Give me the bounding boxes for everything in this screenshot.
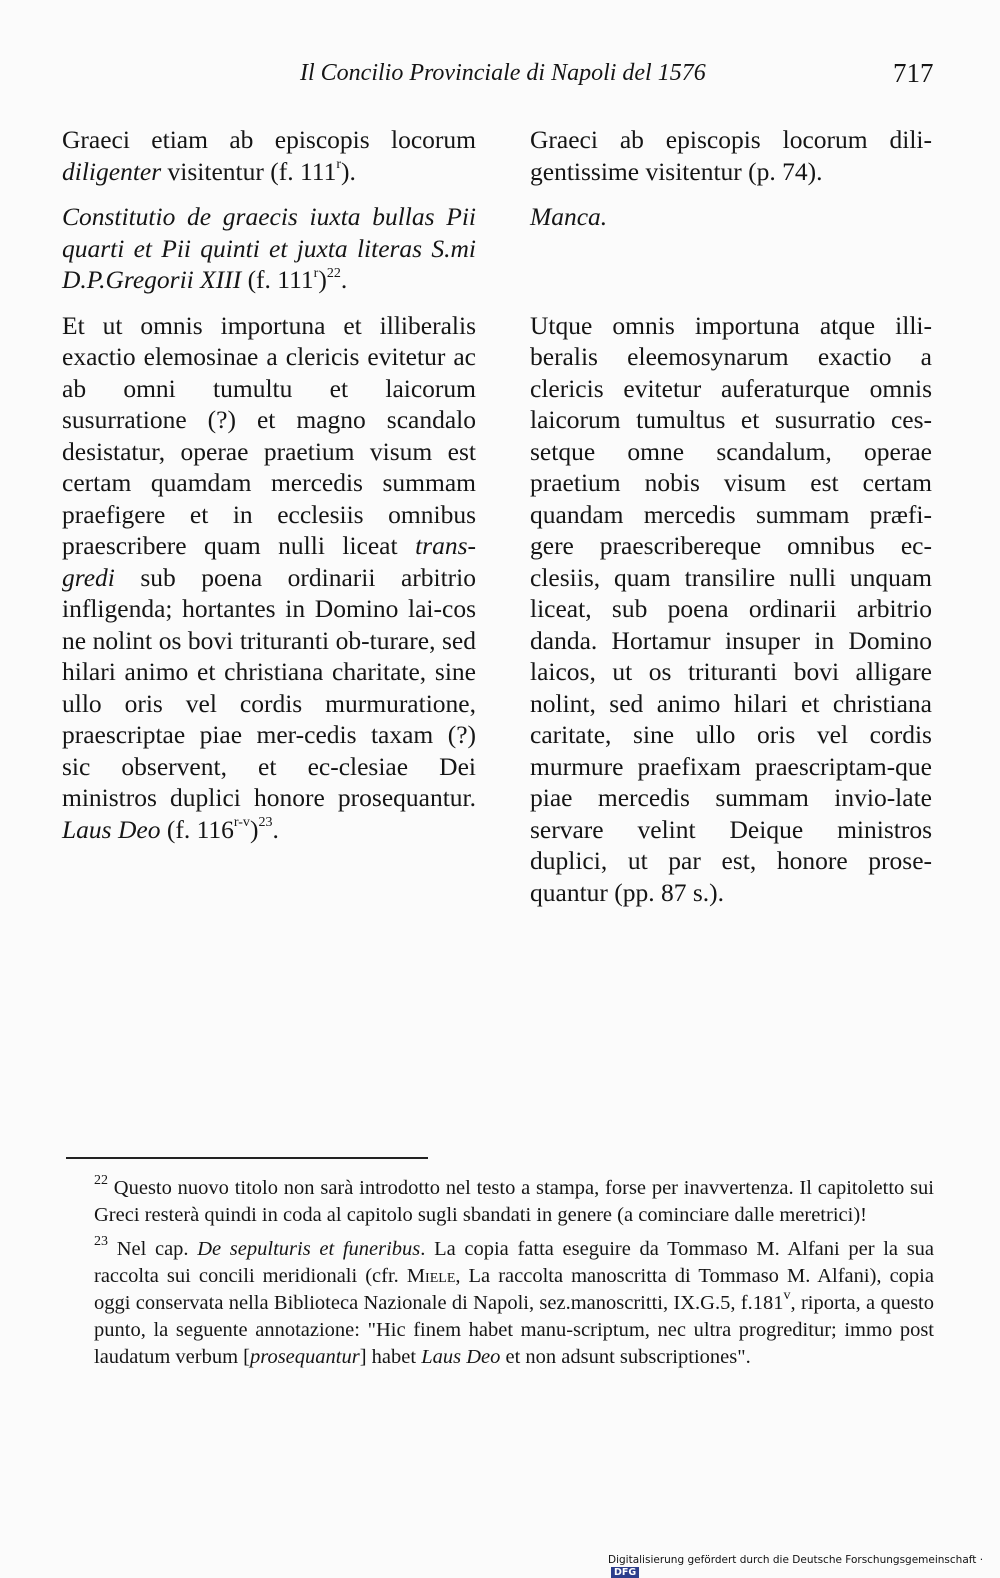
footnote-22: $^{22}$ Questo nuovo titolo non sarà introdotto nel testo a stampa, forse per inavvertenza. Il capitoletto sui Greci resterà quindi in coda al capitolo sugli sbandati in genere (a cominciare dalle meretrici)! — [94, 1173, 934, 1226]
right-column — [530, 124, 932, 922]
digitization-credit: Digitalisierung gefördert durch die Deutsche Forschungsgemeinschaft ·DFG — [608, 1554, 984, 1578]
running-header — [0, 60, 1000, 94]
dfg-logo-icon: DFG — [611, 1567, 639, 1578]
left-column — [62, 124, 476, 859]
footnote-23: $^{23}$ Nel cap. De sepulturis et funeribus. La copia fatta eseguire da Tommaso M. Alfani per la sua raccolta sui concili meridionali (cfr. Miele, La raccolta manoscritta di Tommaso M. Alfani), copia oggi conservata nella Biblioteca Nazionale di Napoli, sez.manoscritti, IX.G.5, f.181$^v$, riporta, a questo punto, la seguente annotazione: "Hic finem habet manu-scriptum, nec ultra progreditur; immo post laudatum verbum [prosequantur] habet Laus Deo et non adsunt subscriptiones". — [94, 1234, 935, 1368]
footnotes — [66, 1175, 934, 1378]
left-paragraph-2: Constitutio de graecis iuxta bullas Pii quarti et Pii quinti et juxta literas S.mi D.P.Gregorii XIII (f. 111$^r$)$^{22}$. — [62, 202, 476, 294]
footnote-rule — [66, 1157, 428, 1159]
right-paragraph-3: Utque omnis importuna atque illi-beralis eleemosynarum exactio a clericis evitetur auferaturque omnis laicorum tumultus et susurratio ces-setque omne scandalum, operae praetium nobis visum est certam quandam mercedis summam præfi-gere praescribereque omnibus ec-clesiis, quam transilire nulli unquam liceat, sub poena ordinarii arbitrio danda. Hortamur insuper in Domino laicos, ut os trituranti bovi alligare nolint, sed animo hilari et christiana caritate, sine ullo oris vel cordis murmure praefixam praescriptam-que piae mercedis summam invio-late servare velint Deique ministros duplici, ut par est, honore prose-quantur (pp. 87 s.). — [530, 310, 932, 907]
right-paragraph-2: Manca. — [530, 202, 608, 231]
page-number: 717 — [893, 58, 934, 88]
left-paragraph-3: Et ut omnis importuna et illiberalis exactio elemosinae a clericis evitetur ac ab omni tumultu et laicorum susurratione (?) et magno scandalo desistatur, operae praetium visum est certam quamdam mercedis summam praefigere et in ecclesiis omnibus praescribere quam nulli liceat trans-gredi sub poena ordinarii arbitrio infligenda; hortantes in Domino lai-cos ne nolint os bovi trituranti ob-turare, sed hilari animo et christiana charitate, sine ullo oris vel cordis murmuratione, praescriptae piae mer-cedis taxam (?) sic observent, et ec-clesiae Dei ministros duplici honore prosequantur. Laus Deo (f. 116$^{r-v}$)$^{23}$. — [62, 310, 476, 844]
running-title: Il Concilio Provinciale di Napoli del 1576 — [300, 60, 706, 86]
right-paragraph-1: Graeci ab episcopis locorum dili-gentissime visitentur (p. 74). — [530, 125, 932, 186]
left-paragraph-1: Graeci etiam ab episcopis locorum diligenter visitentur (f. 111$^r$). — [62, 125, 476, 186]
